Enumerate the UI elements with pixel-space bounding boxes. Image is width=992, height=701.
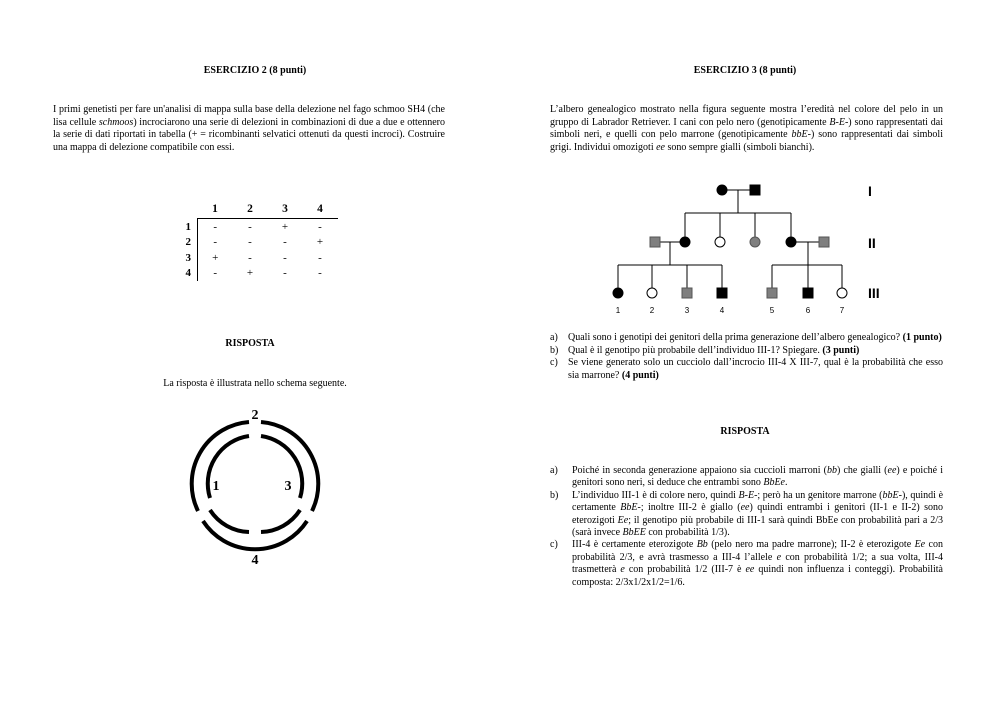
deletion-arc: [261, 436, 302, 498]
map-label-4: 4: [251, 553, 259, 568]
deletion-map-diagram: [180, 403, 330, 573]
map-label-1: 1: [212, 479, 220, 494]
table-cell: -: [198, 235, 233, 251]
pedigree-female-black: [680, 237, 690, 247]
table-cell: -: [198, 266, 233, 282]
pedigree-female-black: [613, 288, 623, 298]
table-cell: +: [316, 236, 324, 249]
pedigree-male-brown: [650, 237, 660, 247]
pedigree-chart: [600, 178, 900, 318]
table-cell: -: [318, 220, 322, 233]
table-row: [173, 235, 338, 251]
table-row: [173, 219, 338, 235]
table-row: [173, 250, 338, 266]
table-cell: +: [198, 250, 233, 266]
exercise-2-heading: ESERCIZIO 2 (8 punti): [203, 65, 307, 76]
table-cell: -: [283, 251, 287, 264]
deletion-arc: [261, 422, 318, 511]
answer-heading-right: RISPOSTA: [720, 426, 770, 437]
col-header: 2: [233, 200, 268, 219]
pedigree-male-black: [717, 288, 727, 298]
generation-label: III: [868, 285, 880, 301]
exercise-2-intro: I primi genetisti per fare un'analisi di mappa sulla base della delezione nel fago schmoo SH4 (che lisa cellule schmoos) incrociarono una serie di delezioni in combinazioni di due a due e ottennero la serie di dati riportati in tabella (+ = ricombinanti selvatici ottenuti da questi incroci). Costruire una mappa di delezione compatibile con essi.: [53, 104, 445, 153]
individual-number: 6: [805, 306, 811, 315]
individual-number: 7: [839, 306, 845, 315]
question-list: [550, 332, 943, 382]
individual-number: 5: [769, 306, 775, 315]
answer-item: b) L’individuo III-1 è di colore nero, quindi B-E-; però ha un genitore marrone (bbE-), quindi è certamente BbE-; inoltre III-2 è giallo (ee) quindi entrambi i genitori (II-1 e II-2) sono eterozigoti Ee; il genotipo più probabile di III-1 sarà quindi BbEe con probabilità pari a 2/3 (sarà invece BbEE con probabilità 1/3).: [550, 489, 944, 539]
table-cell: +: [281, 220, 289, 233]
individual-number: 3: [684, 306, 690, 315]
deletion-arc: [192, 422, 249, 511]
answer-item: c) III-4 è certamente eterozigote Bb (pelo nero ma padre marrone); II-2 è eterozigote Ee con probabilità 2/3, e avrà trasmesso a III-4 l’allele e con probabilità 1/2; a sua volta, III-4 trasmetterà e con probabilità 1/2 (III-7 è ee quindi non influenza i conteggi). Probabilità composta: 2/3x1/2x1/2=1/6.: [550, 539, 944, 588]
map-label-2: 2: [251, 408, 259, 423]
pedigree-male-brown: [819, 237, 829, 247]
question-item: b) Qual è il genotipo più probabile dell’individuo III-1? Spiegare. (3 punti): [550, 344, 860, 356]
deletion-data-table: [173, 200, 338, 281]
pedigree-female-yellow: [647, 288, 657, 298]
col-header: 4: [303, 200, 338, 219]
pedigree-female-yellow: [715, 237, 725, 247]
pedigree-female-black: [786, 237, 796, 247]
question-item: a) Quali sono i genotipi dei genitori della prima generazione dell’albero genealogico? (1 punto): [550, 332, 942, 343]
answer-heading-left: RISPOSTA: [225, 338, 275, 349]
col-header: 1: [198, 200, 233, 219]
table-cell: -: [248, 220, 252, 233]
map-label-3: 3: [284, 479, 292, 494]
pedigree-female-brown: [750, 237, 760, 247]
question-item: c) Se viene generato solo un cucciolo dall’incrocio III-4 X III-7, qual è la probabilità che esso sia marrone? (4 punti): [550, 357, 943, 381]
table-row: [173, 266, 338, 282]
table-cell: -: [248, 236, 252, 249]
pedigree-male-black: [750, 185, 760, 195]
row-header: 4: [185, 267, 191, 280]
row-header: 1: [185, 220, 191, 233]
individual-number: 4: [719, 306, 725, 315]
table-cell: -: [283, 236, 287, 249]
exercise-3-intro: L’albero genealogico mostrato nella figura seguente mostra l’eredità nel colore del pelo in un gruppo di Labrador Retriever. I cani con pelo nero (genotipicamente B-E-) sono rappresentati dai simboli neri, e quelli con pelo marrone (genotipicamente bbE-) sono rappresentati dai simboli grigi. Individui omozigoti ee sono sempre gialli (simboli bianchi).: [550, 104, 943, 153]
answer-text-left: La risposta è illustrata nello schema seguente.: [163, 378, 347, 389]
exercise-3-heading: ESERCIZIO 3 (8 punti): [693, 65, 797, 76]
answer-list: [550, 465, 943, 589]
deletion-arc: [203, 521, 307, 549]
individual-number: 2: [649, 306, 655, 315]
generation-label: I: [868, 183, 872, 199]
generation-label: II: [868, 235, 876, 251]
deletion-arc: [210, 510, 249, 532]
pedigree-male-brown: [767, 288, 777, 298]
row-header: 3: [185, 251, 191, 264]
table-cell: -: [318, 251, 322, 264]
table-cell: +: [246, 267, 254, 280]
pedigree-male-black: [803, 288, 813, 298]
pedigree-female-yellow: [837, 288, 847, 298]
answer-item: a) Poiché in seconda generazione appaiono sia cuccioli marroni (bb) che gialli (ee) e poiché i genitori sono neri, si deduce che entrambi sono BbEe.: [550, 465, 944, 489]
table-cell: -: [283, 267, 287, 280]
col-header: 3: [268, 200, 303, 219]
table-cell: -: [198, 219, 233, 235]
pedigree-female-black: [717, 185, 727, 195]
table-cell: -: [248, 251, 252, 264]
deletion-arc: [261, 510, 300, 532]
individual-number: 1: [615, 306, 621, 315]
pedigree-male-brown: [682, 288, 692, 298]
table-cell: -: [318, 267, 322, 280]
row-header: 2: [185, 236, 191, 249]
